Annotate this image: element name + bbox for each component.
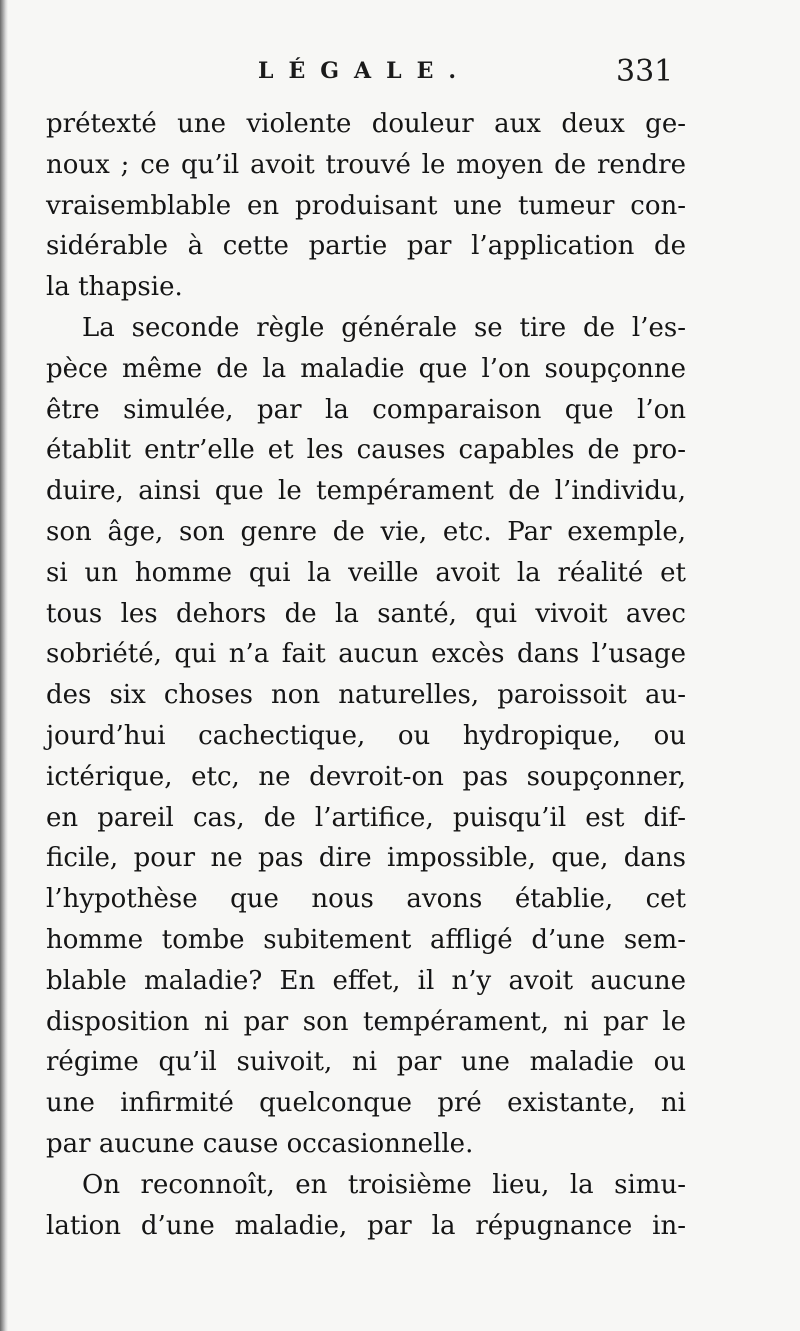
page-binding-edge (0, 0, 8, 1331)
text-line: noux ; ce qu’il avoit trouvé le moyen de rendre (46, 149, 686, 180)
text-line: l’hypothèse que nous avons établie, cet (46, 884, 686, 915)
text-line: en pareil cas, de l’artifice, puisqu’il est dif- (46, 802, 686, 833)
text-line: sidérable à cette partie par l’application de (46, 231, 686, 262)
text-line: régime qu’il suivoit, ni par une maladie ou (46, 1047, 686, 1078)
text-line: par aucune cause occasionnelle. (46, 1128, 474, 1159)
text-line: être simulée, par la comparaison que l’on (46, 394, 686, 425)
text-line: établit entr’elle et les causes capables de pro- (46, 435, 686, 466)
text-line: jourd’hui cachectique, ou hydropique, ou (46, 720, 686, 751)
text-line: sobriété, qui n’a fait aucun excès dans l’usage (46, 639, 686, 670)
text-line: ficile, pour ne pas dire impossible, que, dans (46, 843, 686, 874)
text-line: La seconde règle générale se tire de l’es- (82, 312, 686, 343)
text-line: tous les dehors de la santé, qui vivoit avec (46, 598, 686, 629)
text-line: disposition ni par son tempérament, ni par le (46, 1006, 686, 1037)
text-line: prétexté une violente douleur aux deux ge- (46, 109, 686, 139)
text-line: On reconnoît, en troisième lieu, la simu- (82, 1169, 686, 1200)
text-line: blable maladie? En effet, il n’y avoit aucune (46, 965, 686, 996)
text-line: si un homme qui la veille avoit la réalité et (46, 557, 686, 588)
text-line: pèce même de la maladie que l’on soupçonne (46, 353, 686, 384)
body-text (46, 104, 686, 1246)
text-line: son âge, son genre de vie, etc. Par exemple, (46, 516, 686, 547)
text-line: une infirmité quelconque pré existante, ni (46, 1088, 686, 1119)
text-line: la thapsie. (46, 272, 183, 303)
text-line: lation d’une maladie, par la répugnance in- (46, 1210, 686, 1241)
text-line: des six choses non naturelles, paroissoit au- (46, 680, 686, 711)
paragraph (46, 104, 686, 308)
paragraph (46, 308, 686, 1165)
running-title: LÉGALE. (258, 58, 471, 84)
text-line: vraisemblable en produisant une tumeur con- (46, 190, 686, 221)
page-header (0, 54, 800, 92)
text-line: homme tombe subitement affligé d’une sem- (46, 924, 686, 955)
text-line: duire, ainsi que le tempérament de l’individu, (46, 476, 686, 507)
page-number: 331 (616, 54, 674, 89)
text-line: ictérique, etc, ne devroit-on pas soupçonner, (46, 761, 686, 792)
paragraph (46, 1165, 686, 1247)
